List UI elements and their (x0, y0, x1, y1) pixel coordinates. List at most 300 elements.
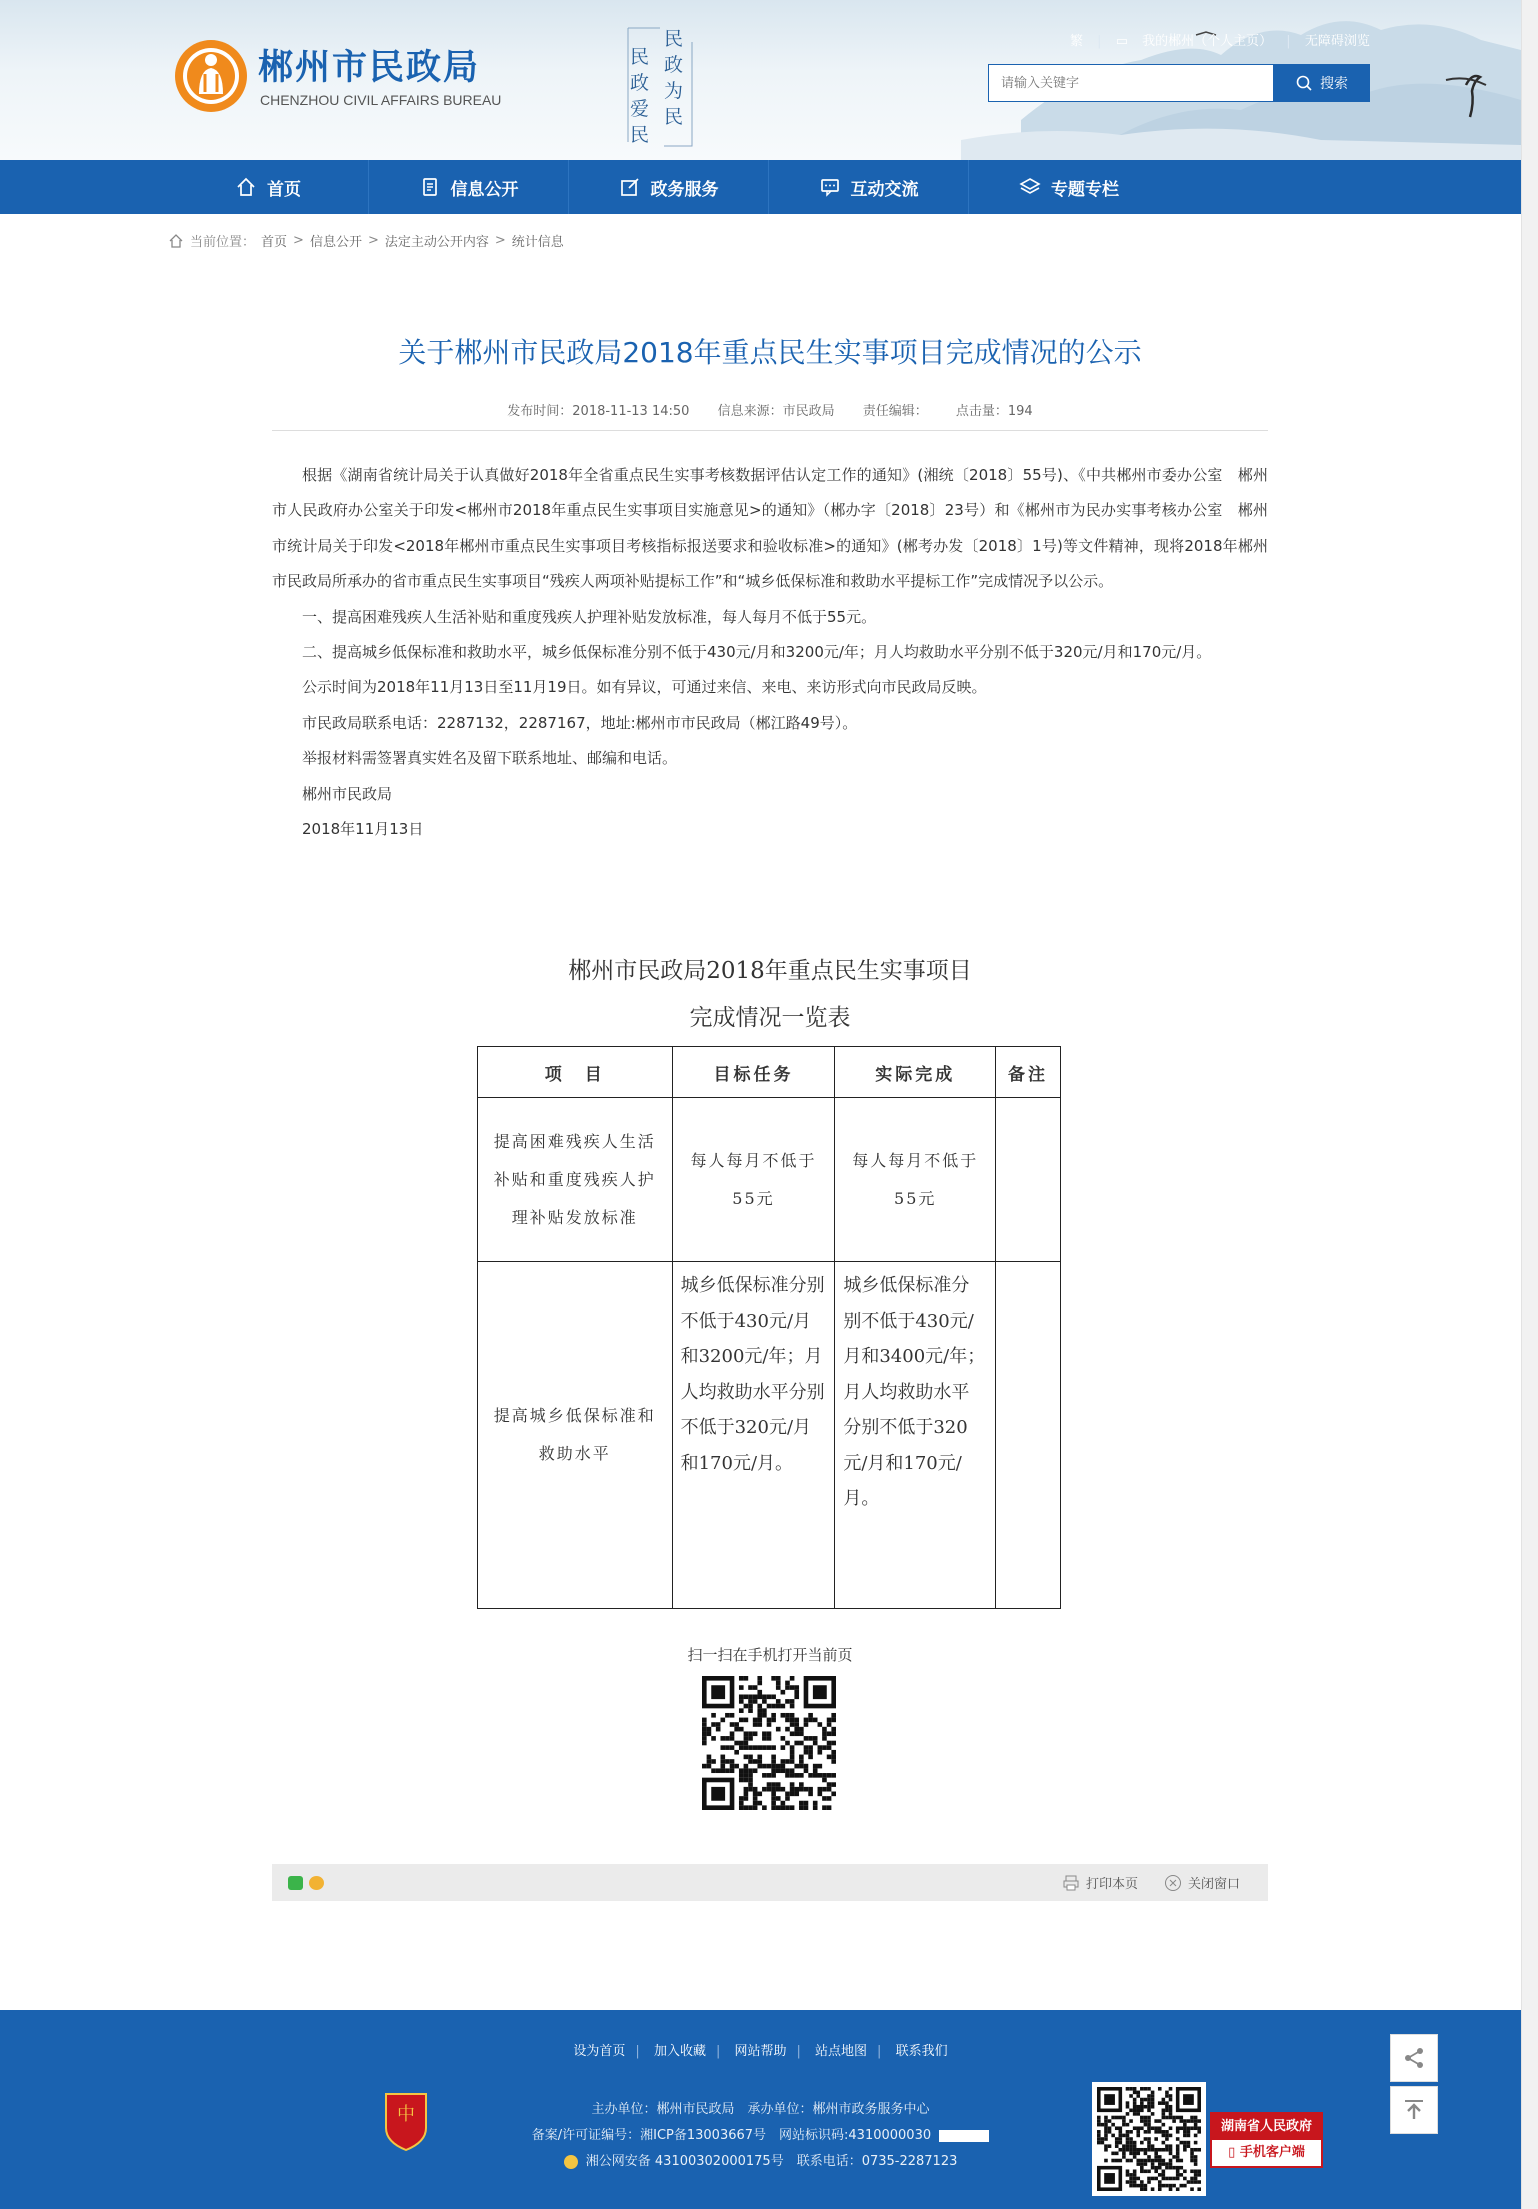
qr-module (1179, 2184, 1183, 2188)
qr-module (1147, 2159, 1151, 2163)
qr-module (1154, 2177, 1158, 2181)
qr-module (822, 1787, 827, 1792)
qr-module (1169, 2177, 1173, 2181)
qr-module (804, 1745, 809, 1750)
qr-module (707, 1759, 712, 1764)
qr-module (1133, 2155, 1137, 2159)
qr-module (822, 1731, 827, 1736)
qr-module (744, 1764, 749, 1769)
qr-module (831, 1741, 836, 1746)
qr-module (1126, 2169, 1130, 2173)
qr-module (1108, 2130, 1112, 2134)
qr-module (818, 1722, 823, 1727)
qr-module (702, 1718, 707, 1723)
qr-module (1165, 2109, 1169, 2113)
qr-module (831, 1718, 836, 1723)
document-icon (419, 176, 441, 198)
qr-module (744, 1736, 749, 1741)
qr-module (781, 1787, 786, 1792)
qr-module (1126, 2137, 1130, 2141)
qr-module (739, 1708, 744, 1713)
site-name: 郴州市民政局 (258, 48, 481, 88)
qr-module (1108, 2144, 1112, 2148)
qr-module (734, 1750, 739, 1755)
breadcrumb-prefix: 当前位置： (190, 235, 256, 250)
arrow-up-icon (1401, 2097, 1427, 2123)
table-cell: 每人每月不低于55元 (835, 1098, 996, 1262)
qr-module (1158, 2087, 1162, 2091)
qr-module (739, 1694, 744, 1699)
close-icon (1164, 1874, 1182, 1892)
qr-module (1183, 2144, 1187, 2148)
qr-module (799, 1773, 804, 1778)
qr-module (1162, 2101, 1166, 2105)
vertical-scrollbar[interactable] (1521, 0, 1538, 2209)
qr-module (1190, 2159, 1194, 2163)
nav-label: 信息公开 (450, 179, 519, 200)
qr-module (734, 1727, 739, 1732)
qr-module (720, 1768, 725, 1773)
nav-item-gov-services[interactable] (569, 160, 768, 214)
qr-module (1194, 2180, 1198, 2184)
qr-module (720, 1755, 725, 1760)
qr-module (767, 1736, 772, 1741)
qr-module (1187, 2180, 1191, 2184)
breadcrumb-link[interactable]: 首页 (261, 235, 288, 250)
qr-module (794, 1731, 799, 1736)
qr-module (1133, 2169, 1137, 2173)
qr-module (1169, 2134, 1173, 2138)
qr-module (757, 1745, 762, 1750)
qr-module (1169, 2112, 1173, 2116)
qr-module (1169, 2094, 1173, 2098)
wechat-icon[interactable] (288, 1876, 303, 1890)
qr-module (1162, 2116, 1166, 2120)
qr-module (757, 1722, 762, 1727)
table-row (478, 1262, 1061, 1609)
qr-module (1122, 2123, 1126, 2127)
qr-module (804, 1718, 809, 1723)
qr-module (790, 1787, 795, 1792)
qr-module (1144, 2187, 1148, 2191)
qr-module (730, 1713, 735, 1718)
qr-module (725, 1768, 730, 1773)
qr-module (711, 1787, 725, 1801)
qr-module (748, 1699, 753, 1704)
qr-module (720, 1759, 725, 1764)
qr-module (1162, 2098, 1166, 2102)
qr-module (1151, 2162, 1155, 2166)
qr-module (785, 1796, 790, 1801)
qr-module (1190, 2148, 1194, 2152)
qr-module (1190, 2187, 1194, 2191)
qr-module (757, 1792, 762, 1797)
qr-module (748, 1755, 753, 1760)
paragraph: 二、提高城乡低保标准和救助水平，城乡低保标准分别不低于430元/月和3200元/年；月人均救助水平分别不低于320元/月和170元/月。 (302, 643, 1212, 662)
qr-module (1162, 2141, 1166, 2145)
qr-module (1097, 2123, 1101, 2127)
nav-label: 首页 (267, 179, 301, 200)
qr-module (1165, 2162, 1169, 2166)
footer-qr (1092, 2082, 1206, 2196)
signature: 郴州市民政局 (302, 784, 393, 803)
qr-module (781, 1736, 786, 1741)
qr-module (1165, 2144, 1169, 2148)
qr-module (730, 1745, 735, 1750)
qr-module (753, 1759, 758, 1764)
qr-module (1187, 2119, 1191, 2123)
qr-module (1111, 2152, 1115, 2156)
bureau-logo[interactable] (173, 38, 249, 114)
qr-module (1119, 2137, 1123, 2141)
qr-module (744, 1745, 749, 1750)
qr-module (1169, 2105, 1173, 2109)
qr-module (1151, 2098, 1155, 2102)
qr-module (1179, 2126, 1183, 2130)
column-header: 项 目 (478, 1047, 673, 1098)
qr-module (776, 1796, 781, 1801)
search-input[interactable] (989, 65, 1273, 101)
qr-module (790, 1704, 795, 1709)
qr-module (1119, 2148, 1123, 2152)
qr-module (1144, 2105, 1148, 2109)
qr-module (808, 1755, 813, 1760)
qr-module (1104, 2148, 1108, 2152)
qr-module (702, 1727, 707, 1732)
completion-table (477, 1046, 1061, 1609)
qr-module (813, 1768, 818, 1773)
qr-module (744, 1731, 749, 1736)
back-to-top-button[interactable] (1390, 2086, 1438, 2134)
qr-module (790, 1745, 795, 1750)
qr-module (762, 1713, 767, 1718)
qr-module (1140, 2166, 1144, 2170)
nav-label: 专题专栏 (1051, 179, 1119, 200)
qr-module (1122, 2116, 1126, 2120)
qr-module (1133, 2177, 1137, 2181)
qr-module (1126, 2105, 1130, 2109)
qr-module (744, 1704, 749, 1709)
qr-module (1140, 2141, 1144, 2145)
qr-module (739, 1718, 744, 1723)
qr-module (762, 1773, 767, 1778)
paragraph: 举报材料需签署真实姓名及留下联系地址、邮编和电话。 (302, 749, 678, 768)
qr-module (1129, 2109, 1133, 2113)
qr-module (707, 1731, 712, 1736)
qr-module (790, 1782, 795, 1787)
qr-module (790, 1768, 795, 1773)
qr-module (1162, 2109, 1166, 2113)
qr-module (1179, 2173, 1183, 2177)
qr-module (1133, 2098, 1137, 2102)
qr-module (1169, 2126, 1173, 2130)
qr-module (1162, 2123, 1166, 2127)
qr-module (1197, 2130, 1201, 2134)
qr-module (739, 1699, 744, 1704)
qr-module (1126, 2134, 1130, 2138)
qr-module (1097, 2141, 1101, 2145)
footer-link-sitemap[interactable]: 站点地图 (815, 2044, 868, 2059)
nav-item-info-disclosure[interactable] (369, 160, 568, 214)
footer-sponsor: 主办单位：郴州市民政局 承办单位：郴州市政务服务中心 (591, 2102, 930, 2117)
my-chenzhou-link[interactable]: 我的郴州（个人主页） (1142, 34, 1273, 49)
qr-module (1147, 2180, 1151, 2184)
qr-module (1190, 2126, 1194, 2130)
qr-module (794, 1722, 799, 1727)
table-cell: 提高城乡低保标准和救助水平 (478, 1262, 673, 1609)
qr-module (1111, 2116, 1115, 2120)
qr-module (1154, 2126, 1158, 2130)
qr-module (748, 1731, 753, 1736)
qr-module (1183, 2141, 1187, 2145)
qr-module (739, 1676, 744, 1681)
qr-module (1172, 2177, 1176, 2181)
hunan-gov-app-badge[interactable] (1210, 2112, 1323, 2168)
qr-module (1190, 2180, 1194, 2184)
qr-module (1147, 2098, 1151, 2102)
qr-module (1194, 2126, 1198, 2130)
qr-module (1147, 2105, 1151, 2109)
qr-module (1165, 2148, 1169, 2152)
qr-module (831, 1755, 836, 1760)
nav-item-home[interactable] (168, 160, 368, 214)
qr-module (748, 1805, 753, 1810)
nav-label: 政务服务 (650, 179, 719, 200)
qr-module (1126, 2141, 1130, 2145)
layers-icon (1019, 176, 1041, 198)
qr-module (790, 1731, 795, 1736)
qr-module (1133, 2180, 1137, 2184)
print-button[interactable] (1062, 1873, 1138, 1892)
qr-module (1176, 2155, 1180, 2159)
qr-module (1115, 2137, 1119, 2141)
qr-module (1197, 2126, 1201, 2130)
qr-module (804, 1736, 809, 1741)
qr-module (822, 1736, 827, 1741)
qr-module (1162, 2112, 1166, 2116)
motto (620, 22, 700, 152)
qr-module (799, 1727, 804, 1732)
qr-module (1147, 2101, 1151, 2105)
share-float-button[interactable] (1390, 2034, 1438, 2082)
column-header: 备注 (996, 1047, 1061, 1098)
qr-module (1151, 2105, 1155, 2109)
qr-module (1169, 2187, 1173, 2191)
qr-module (827, 1755, 832, 1760)
qr-module (1151, 2177, 1155, 2181)
close-label: 关闭窗口 (1188, 1877, 1241, 1892)
qr-module (794, 1727, 799, 1732)
qr-module (767, 1722, 772, 1727)
qr-module (1140, 2109, 1144, 2113)
share-bar (272, 1864, 1268, 1901)
qr-module (799, 1755, 804, 1760)
qr-module (1104, 2126, 1108, 2130)
qr-module (1133, 2091, 1137, 2095)
qr-module (781, 1764, 786, 1769)
qr-module (1126, 2148, 1130, 2152)
qr-module (757, 1713, 762, 1718)
qr-module (776, 1685, 781, 1690)
qr-module (748, 1787, 753, 1792)
breadcrumb-link[interactable]: 统计信息 (511, 235, 564, 250)
close-window-button[interactable] (1164, 1873, 1240, 1892)
nav-item-topics[interactable] (969, 160, 1169, 214)
qr-module (790, 1755, 795, 1760)
qr-module (1162, 2169, 1166, 2173)
qr-module (1119, 2116, 1123, 2120)
search-box (988, 64, 1274, 102)
qr-module (827, 1796, 832, 1801)
paragraph: 根据《湖南省统计局关于认真做好2018年全省重点民生实事考核数据评估认定工作的通知》(湘统〔2018〕55号)、《中共郴州市委办公室 郴州市人民政府办公室关于印发<郴州市2018年重点民生实事项目实施意见>的通知》（郴办字〔2018〕23号）和《郴州市为民办实事考核办公室 郴州市统计局关于印发<2018年郴州市重点民生实事项目考核指标报送要求和验收标准>的通知》(郴考办发〔2018〕1号)等文件精神，现将2018年郴州市民政局所承办的省市重点民生实事项目“残疾人两项补贴提标工作”和“城乡低保标准和救助水平提标工作”完成情况予以公示。 (272, 466, 1268, 591)
footer-link-favorite[interactable]: 加入收藏 (653, 2044, 706, 2059)
nav-label: 互动交流 (850, 179, 919, 200)
qr-module (1190, 2155, 1194, 2159)
police-text: 湘公网安备 43100302000175号 联系电话：0735-2287123 (585, 2154, 958, 2169)
qr-module (1104, 2137, 1108, 2141)
qr-module (1104, 2144, 1108, 2148)
qr-module (794, 1773, 799, 1778)
qr-module (767, 1731, 772, 1736)
qr-module (1111, 2123, 1115, 2127)
accessibility-link[interactable]: 无障碍浏览 (1304, 34, 1370, 49)
qr-module (1140, 2098, 1144, 2102)
paragraph: 一、提高困难残疾人生活补贴和重度残疾人护理补贴发放标准，每人每月不低于55元。 (302, 607, 877, 626)
qr-module (1133, 2148, 1137, 2152)
qr-module (1165, 2166, 1169, 2170)
qr-module (799, 1741, 804, 1746)
footer-link-contact[interactable]: 联系我们 (895, 2044, 948, 2059)
weibo-icon[interactable] (309, 1876, 324, 1890)
qr-module (1183, 2094, 1194, 2105)
qr-module (1183, 2148, 1187, 2152)
qr-module (748, 1773, 753, 1778)
qr-module (716, 1727, 721, 1732)
qr-module (1136, 2109, 1140, 2113)
qr-module (794, 1792, 799, 1797)
qr-module (827, 1722, 832, 1727)
qr-module (1129, 2130, 1133, 2134)
qr-module (748, 1778, 753, 1783)
qr-module (1122, 2155, 1126, 2159)
qr-module (762, 1787, 767, 1792)
qr-module (711, 1736, 716, 1741)
qr-module (790, 1685, 795, 1690)
qr-module (1108, 2119, 1112, 2123)
qr-module (1176, 2144, 1180, 2148)
nav-item-interaction[interactable] (769, 160, 968, 214)
qr-module (804, 1750, 809, 1755)
qr-module (1115, 2126, 1119, 2130)
table-title-line1: 郴州市民政局2018年重点民生实事项目 (568, 958, 972, 984)
printer-icon (1062, 1874, 1080, 1892)
qr-module (1165, 2116, 1169, 2120)
qr-module (1187, 2144, 1191, 2148)
traditional-chinese-link[interactable]: 繁 (1070, 34, 1084, 49)
qr-module (734, 1764, 739, 1769)
qr-module (1179, 2159, 1183, 2163)
qr-module (716, 1768, 721, 1773)
qr-module (1154, 2130, 1158, 2134)
search-button[interactable] (1274, 64, 1370, 102)
breadcrumb (168, 231, 564, 250)
qr-module (1151, 2112, 1155, 2116)
footer-link-help[interactable]: 网站帮助 (734, 2044, 787, 2059)
qr-module (1119, 2141, 1123, 2145)
qr-module (785, 1727, 790, 1732)
cnzz-badge-icon[interactable] (939, 2130, 989, 2142)
qr-module (813, 1718, 818, 1723)
qr-module (1154, 2169, 1158, 2173)
qr-module (730, 1759, 735, 1764)
qr-module (1194, 2169, 1198, 2173)
qr-module (720, 1745, 725, 1750)
qr-module (1122, 2152, 1126, 2156)
qr-module (757, 1718, 762, 1723)
qr-module (767, 1745, 772, 1750)
qr-module (1183, 2126, 1187, 2130)
qr-module (1176, 2159, 1180, 2163)
qr-module (785, 1681, 790, 1686)
qr-module (1144, 2098, 1148, 2102)
qr-module (1165, 2101, 1169, 2105)
qr-module (808, 1750, 813, 1755)
qr-module (707, 1755, 712, 1760)
qr-module (1187, 2141, 1191, 2145)
qr-module (757, 1704, 762, 1709)
qr-module (1140, 2105, 1144, 2109)
qr-module (753, 1796, 758, 1801)
site-english-name: CHENZHOU CIVIL AFFAIRS BUREAU (260, 92, 502, 108)
breadcrumb-link[interactable]: 信息公开 (309, 235, 362, 250)
qr-module (790, 1773, 795, 1778)
qr-module (781, 1768, 786, 1773)
qr-module (739, 1685, 744, 1690)
qr-module (1194, 2116, 1198, 2120)
qr-module (744, 1755, 749, 1760)
breadcrumb-link[interactable]: 法定主动公开内容 (384, 235, 489, 250)
qr-module (711, 1713, 716, 1718)
table-row (478, 1098, 1061, 1262)
article-body (272, 458, 1268, 847)
qr-module (1126, 2173, 1130, 2177)
qr-module (767, 1782, 772, 1787)
qr-module (1194, 2148, 1198, 2152)
qr-module (1119, 2126, 1123, 2130)
qr-module (1147, 2144, 1151, 2148)
qr-module (739, 1778, 744, 1783)
qr-module (831, 1792, 836, 1797)
qr-module (1147, 2119, 1151, 2123)
qr-module (1136, 2162, 1140, 2166)
qr-module (781, 1704, 786, 1709)
qr-module (739, 1768, 744, 1773)
qr-module (818, 1750, 823, 1755)
qr-module (1115, 2141, 1119, 2145)
qr-module (771, 1704, 776, 1709)
footer-link-set-home[interactable]: 设为首页 (573, 2044, 626, 2059)
qr-module (767, 1694, 772, 1699)
qr-module (813, 1685, 827, 1699)
qr-module (776, 1768, 781, 1773)
qr-module (790, 1805, 795, 1810)
qr-module (1129, 2180, 1133, 2184)
qr-module (730, 1736, 735, 1741)
qr-module (1169, 2162, 1173, 2166)
qr-module (753, 1722, 758, 1727)
qr-module (818, 1745, 823, 1750)
qr-module (711, 1759, 716, 1764)
